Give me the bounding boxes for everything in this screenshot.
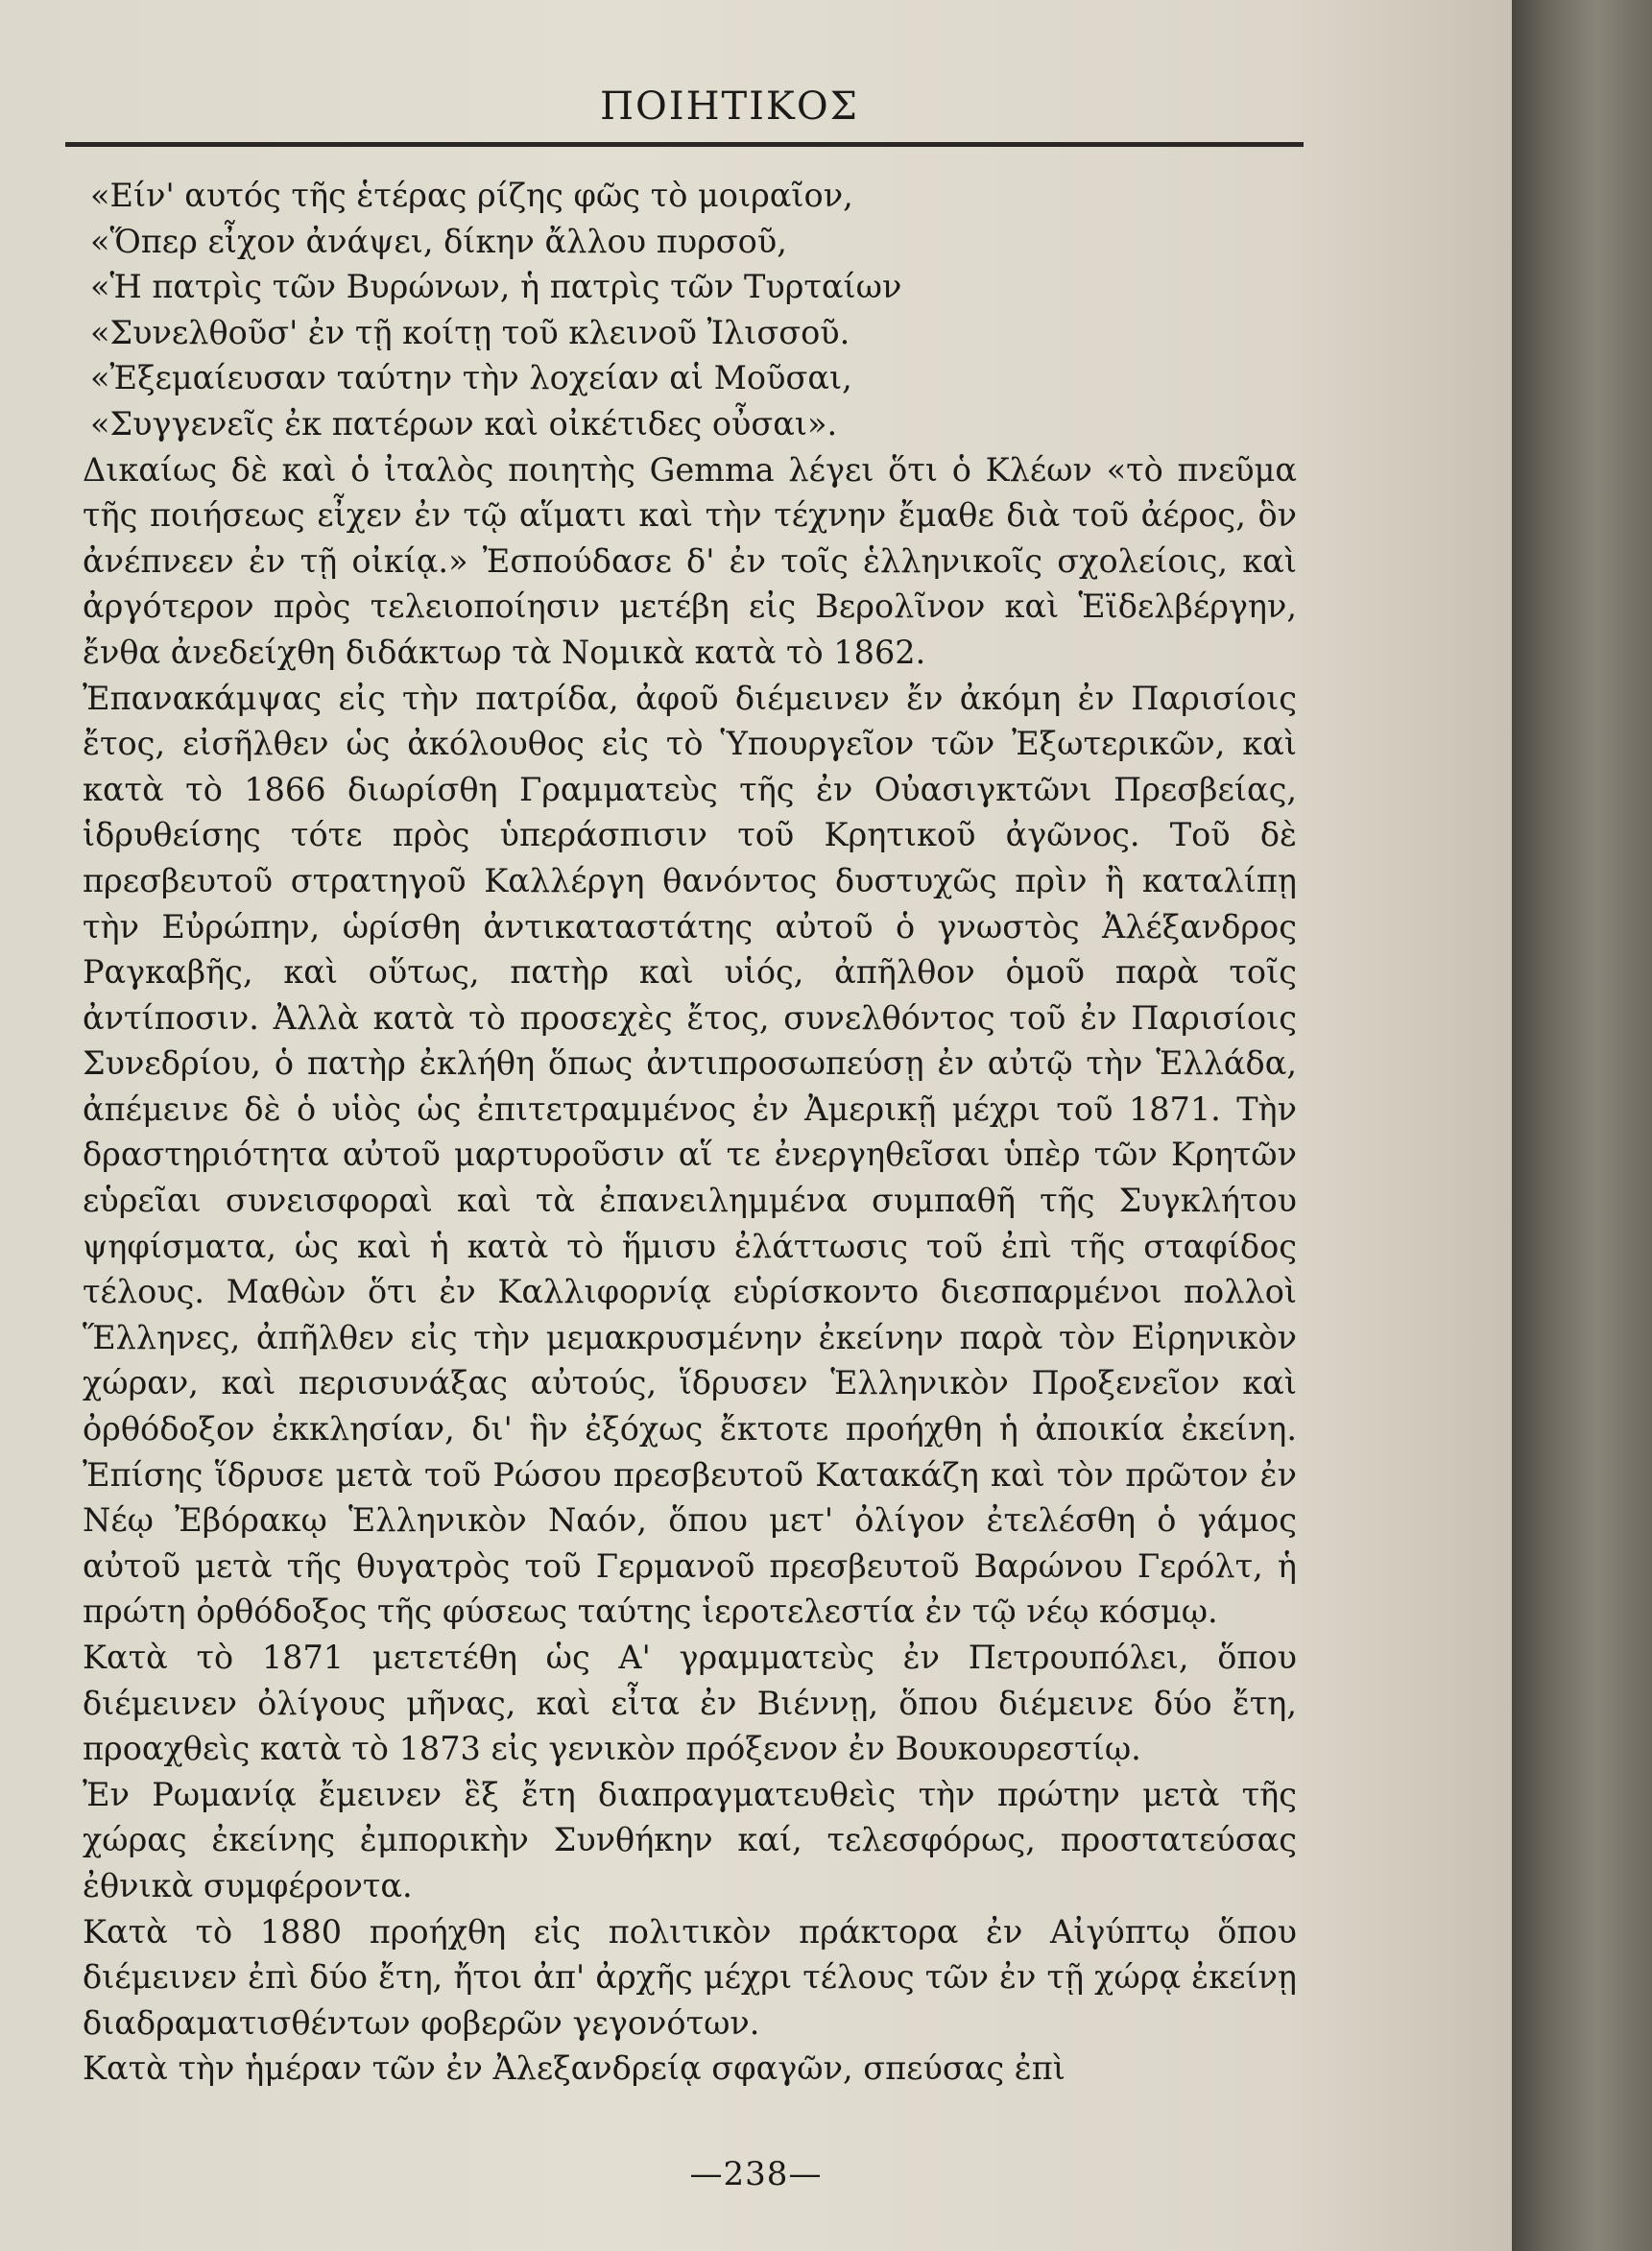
verse-block [83, 173, 1297, 447]
paragraph: Κατὰ τὴν ἡμέραν τῶν ἐν Ἀλεξανδρείᾳ σφαγῶν, σπεύσας ἐπὶ [83, 2049, 1065, 2088]
paragraph: Ἐπανακάμψας εἰς τὴν πατρίδα, ἀφοῦ διέμεινεν ἔν ἀκόμη ἐν Παρισίοις ἔτος, εἰσῆλθεν ὡς ἀκόλουθος εἰς τὸ Ὑπουργεῖον τῶν Ἐξωτερικῶν, καὶ κατὰ τὸ 1866 διωρίσθη Γραμματεὺς τῆς ἐν Οὐασιγκτῶνι Πρεσβείας, ἱδρυθείσης τότε πρὸς ὑπεράσπισιν τοῦ Κρητικοῦ ἀγῶνος. Τοῦ δὲ πρεσβευτοῦ στρατηγοῦ Καλλέργη θανόντος δυστυχῶς πρὶν ἢ καταλίπῃ τὴν Εὐρώπην, ὡρίσθη ἀντικαταστάτης αὐτοῦ ὁ γνωστὸς Ἀλέξανδρος Ραγκαβῆς, καὶ οὕτως, πατὴρ καὶ υἱός, ἀπῆλθον ὁμοῦ παρὰ τοῖς ἀντίποσιν. Ἀλλὰ κατὰ τὸ προσεχὲς ἔτος, συνελθόντος τοῦ ἐν Παρισίοις Συνεδρίου, ὁ πατὴρ ἐκλήθη ὅπως ἀντιπροσωπεύσῃ ἐν αὐτῷ τὴν Ἑλλάδα, ἀπέμεινε δὲ ὁ υἱὸς ὡς ἐπιτετραμμένος ἐν Ἀμερικῇ μέχρι τοῦ 1871. Τὴν δραστηριότητα αὐτοῦ μαρτυροῦσιν αἵ τε ἐνεργηθεῖσαι ὑπὲρ τῶν Κρητῶν εὑρεῖαι συνεισφοραὶ καὶ τὰ ἐπανειλημμένα συμπαθῆ τῆς Συγκλήτου ψηφίσματα, ὡς καὶ ἡ κατὰ τὸ ἥμισυ ἐλάττωσις τοῦ ἐπὶ τῆς σταφίδος τέλους. Μαθὼν ὅτι ἐν Καλλιφορνίᾳ εὑρίσκοντο διεσπαρμένοι πολλοὶ Ἕλληνες, ἀπῆλθεν εἰς τὴν μεμακρυσμένην ἐκείνην παρὰ τὸν Εἰρηνικὸν χώραν, καὶ περισυνάξας αὐτούς, ἵδρυσεν Ἑλληνικὸν Προξενεῖον καὶ ὀρθόδοξον ἐκκλησίαν, δι' ἣν ἐξόχως ἔκτοτε προήχθη ἡ ἀποικία ἐκείνη. Ἐπίσης ἵδρυσε μετὰ τοῦ Ρώσου πρεσβευτοῦ Κατακάζη καὶ τὸν πρῶτον ἐν Νέῳ Ἐβόρακῳ Ἑλληνικὸν Ναόν, ὅπου μετ' ὀλίγον ἐτελέσθη ὁ γάμος αὐτοῦ μετὰ τῆς θυγατρὸς τοῦ Γερμανοῦ πρεσβευτοῦ Βαρώνου Γερόλτ, ἡ πρώτη ὀρθόδοξος τῆς φύσεως ταύτης ἱεροτελεστία ἐν τῷ νέῳ κόσμῳ. [83, 679, 1297, 1631]
page-body [83, 173, 1297, 2092]
paragraph: Κατὰ τὸ 1880 προήχθη εἰς πολιτικὸν πράκτορα ἐν Αἰγύπτῳ ὅπου διέμεινεν ἐπὶ δύο ἔτη, ἤτοι ἀπ' ἀρχῆς μέχρι τέλους τῶν ἐν τῇ χώρᾳ ἐκείνῃ διαδραματισθέντων φοβερῶν γεγονότων. [83, 1912, 1297, 2042]
book-gutter [1512, 0, 1652, 2251]
running-header: ΠΟΙΗΤΙΚΟΣ [600, 84, 859, 129]
verse-line: «Ἐξεμαίευσαν ταύτην τὴν λοχείαν αἱ Μοῦσαι, [90, 359, 852, 397]
verse-line: «Ὅπερ εἶχον ἀνάψει, δίκην ἄλλου πυρσοῦ, [90, 222, 787, 260]
verse-line: «Συγγενεῖς ἐκ πατέρων καὶ οἰκέτιδες οὖσαι». [90, 404, 838, 443]
page-number: —238— [689, 2155, 823, 2193]
header-rule [65, 142, 1304, 147]
verse-line: «Συνελθοῦσ' ἐν τῇ κοίτῃ τοῦ κλεινοῦ Ἰλισσοῦ. [90, 313, 850, 351]
paragraph: Κατὰ τὸ 1871 μετετέθη ὡς Α' γραμματεὺς ἐν Πετρουπόλει, ὅπου διέμεινεν ὀλίγους μῆνας, καὶ εἶτα ἐν Βιέννῃ, ὅπου διέμεινε δύο ἔτη, προαχθεὶς κατὰ τὸ 1873 εἰς γενικὸν πρόξενον ἐν Βουκουρεστίῳ. [83, 1639, 1297, 1768]
paragraph: Ἐν Ρωμανίᾳ ἔμεινεν ἓξ ἔτη διαπραγματευθεὶς τὴν πρώτην μετὰ τῆς χώρας ἐκείνης ἐμπορικὴν Συνθήκην καί, τελεσφόρως, προστατεύσας ἐθνικὰ συμφέροντα. [83, 1775, 1297, 1904]
verse-line: «Είν' αυτός τῆς ἑτέρας ρίζης φῶς τὸ μοιραῖον, [90, 177, 853, 214]
paragraph: Δικαίως δὲ καὶ ὁ ἰταλὸς ποιητὴς Gemma λέγει ὅτι ὁ Κλέων «τὸ πνεῦμα τῆς ποιήσεως εἶχεν ἐν τῷ αἵματι καὶ τὴν τέχνην ἔμαθε διὰ τοῦ ἀέρος, ὃν ἀνέπνεεν ἐν τῇ οἰκίᾳ.» Ἐσπούδασε δ' ἐν τοῖς ἑλληνικοῖς σχολείοις, καὶ ἀργότερον πρὸς τελειοποίησιν μετέβη εἰς Βερολῖνον καὶ Ἑϊδελβέργην, ἔνθα ἀνεδείχθη διδάκτωρ τὰ Νομικὰ κατὰ τὸ 1862. [83, 450, 1297, 671]
verse-line: «Ἡ πατρὶς τῶν Βυρώνων, ἡ πατρὶς τῶν Τυρταίων [90, 268, 902, 306]
